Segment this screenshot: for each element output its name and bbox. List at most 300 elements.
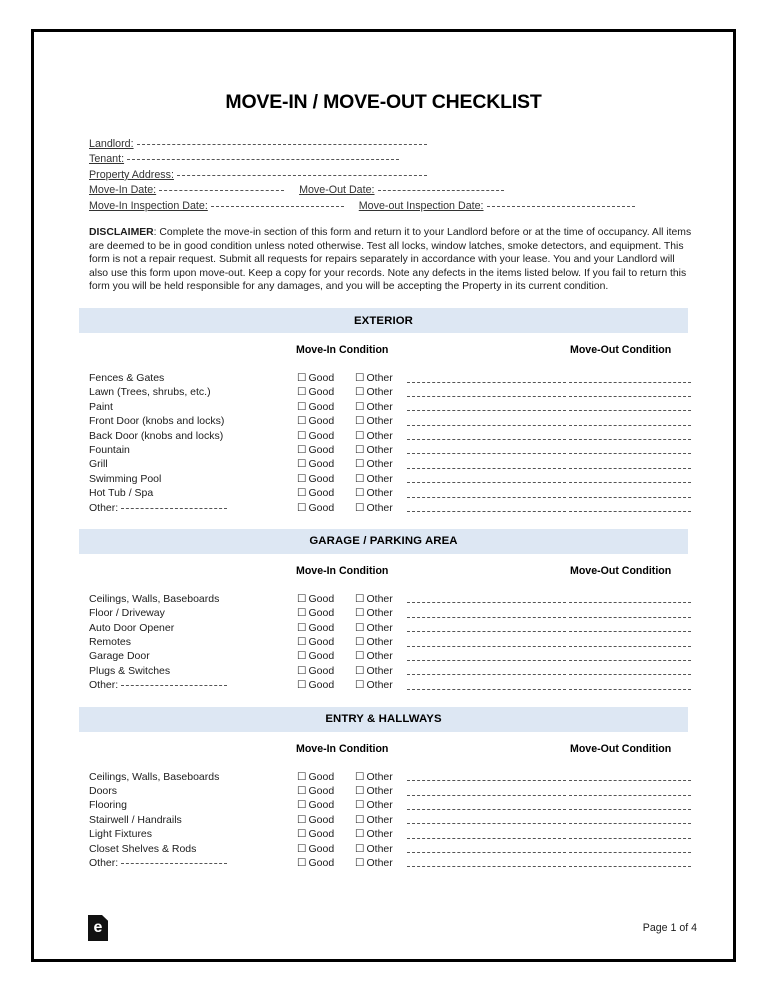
checklist-item-label [89, 770, 219, 784]
checklist-item-text: Flooring [89, 799, 127, 812]
checkbox-good-label: Good [308, 621, 335, 634]
checkbox-other-label: Other [366, 650, 393, 663]
move-in-condition-input[interactable] [407, 425, 566, 426]
checklist-rows [34, 371, 733, 515]
checkbox-good[interactable] [297, 385, 334, 399]
field-move-out-inspection-date-input[interactable] [487, 198, 635, 207]
checkbox-glyph[interactable]: ☐ [297, 458, 307, 471]
field-tenant-label: Tenant: [89, 153, 125, 166]
field-move-in-inspection-date-label: Move-In Inspection Date: [89, 199, 208, 212]
move-out-condition-input[interactable] [569, 646, 691, 647]
move-in-condition-input[interactable] [407, 410, 566, 411]
checkbox-good-label: Good [308, 386, 335, 399]
checklist-row [89, 501, 733, 515]
checklist-item-label [89, 457, 108, 471]
move-out-condition-input[interactable] [569, 866, 691, 867]
checkbox-good[interactable] [297, 784, 334, 798]
checkbox-other[interactable] [355, 414, 393, 428]
checklist-item-text: Grill [89, 458, 108, 471]
move-in-condition-input[interactable] [407, 689, 566, 690]
move-out-condition-input[interactable] [569, 674, 691, 675]
field-property-address-input[interactable] [177, 167, 427, 176]
move-out-condition-input[interactable] [569, 382, 691, 383]
move-in-condition-input[interactable] [407, 382, 566, 383]
checklist-item-text: Back Door (knobs and locks) [89, 429, 224, 442]
checkbox-glyph[interactable]: ☐ [297, 842, 307, 855]
checklist-row [89, 856, 733, 870]
checkbox-good[interactable] [297, 606, 334, 620]
move-out-condition-input[interactable] [569, 689, 691, 690]
checkbox-other-label: Other [366, 372, 393, 384]
move-out-condition-input[interactable] [569, 617, 691, 618]
move-out-condition-input[interactable] [569, 453, 691, 454]
checklist-row [89, 621, 733, 635]
checkbox-glyph[interactable]: ☐ [355, 372, 365, 384]
move-out-condition-input[interactable] [569, 396, 691, 397]
checklist-item-label [89, 400, 113, 414]
checkbox-glyph[interactable]: ☐ [355, 501, 365, 514]
move-out-condition-input[interactable] [569, 468, 691, 469]
checkbox-glyph[interactable]: ☐ [355, 443, 365, 456]
page-number: Page 1 of 4 [642, 922, 697, 934]
checkbox-glyph[interactable]: ☐ [297, 487, 307, 500]
page-title: MOVE-IN / MOVE-OUT CHECKLIST [225, 91, 542, 113]
checkbox-other[interactable] [355, 606, 393, 620]
checkbox-glyph[interactable]: ☐ [355, 636, 365, 649]
checklist-row [89, 813, 733, 827]
move-out-condition-input[interactable] [569, 660, 691, 661]
checklist-item-label [89, 798, 127, 812]
move-out-condition-input[interactable] [569, 780, 691, 781]
checkbox-glyph[interactable]: ☐ [297, 592, 307, 605]
checkbox-other-label: Other [366, 458, 393, 471]
checkbox-good-label: Good [308, 636, 335, 649]
checkbox-other[interactable] [355, 813, 393, 827]
checkbox-good-label: Good [308, 679, 335, 692]
checkbox-glyph[interactable]: ☐ [355, 592, 365, 605]
checkbox-other[interactable] [355, 621, 393, 635]
checklist-sections [34, 308, 733, 870]
checkbox-other-label: Other [366, 799, 393, 812]
move-in-condition-input[interactable] [407, 468, 566, 469]
header-fields-block [34, 136, 733, 213]
checklist-item-label [89, 856, 227, 870]
move-in-condition-input[interactable] [407, 396, 566, 397]
checkbox-good-label: Good [308, 429, 335, 442]
document-page-content [34, 32, 733, 959]
checklist-item-label [89, 784, 117, 798]
checklist-item-label [89, 371, 164, 385]
checkbox-other-label: Other [366, 429, 393, 442]
checklist-item-label [89, 842, 196, 856]
checkbox-glyph[interactable]: ☐ [355, 813, 365, 826]
checklist-row [89, 385, 733, 399]
disclaimer-body: : Complete the move-in section of this form and return it to your Landlord before or at the time of occupancy. All items are deemed to be in good condition unless noted otherwise. Test all locks, window latches, smoke detectors, and equipment. This form is not a repair request. Submit all requests for repairs separately in accordance with your lease. You and your Landlord will also use this form upon move-out. Keep a copy for your records. Note any defects in the items listed below. If you fail to return this form you will be held responsible for any damages, and you will be accepting the Property in its current condition. [89, 227, 692, 293]
checkbox-other[interactable] [355, 770, 393, 784]
checklist-section [34, 707, 733, 871]
move-out-condition-input[interactable] [569, 410, 691, 411]
checkbox-good[interactable] [297, 678, 334, 692]
checkbox-glyph[interactable]: ☐ [355, 828, 365, 841]
checklist-item-label [89, 486, 153, 500]
move-out-condition-input[interactable] [569, 511, 691, 512]
checklist-row [89, 649, 733, 663]
checkbox-glyph[interactable]: ☐ [297, 501, 307, 514]
checkbox-glyph[interactable]: ☐ [297, 856, 307, 869]
checkbox-good-label: Good [308, 592, 335, 605]
section-header-band [79, 529, 688, 554]
checkbox-other-label: Other [366, 607, 393, 620]
checkbox-other-label: Other [366, 813, 393, 826]
checklist-item-text: Garage Door [89, 650, 150, 663]
field-move-in-inspection-date-input[interactable] [211, 198, 344, 207]
checkbox-glyph[interactable]: ☐ [297, 650, 307, 663]
checkbox-other[interactable] [355, 635, 393, 649]
checklist-row [89, 606, 733, 620]
checklist-item-text: Stairwell / Handrails [89, 813, 182, 826]
checkbox-glyph[interactable]: ☐ [297, 443, 307, 456]
field-landlord-input[interactable] [137, 136, 427, 145]
checklist-row [89, 472, 733, 486]
checkbox-good-label: Good [308, 828, 335, 841]
checkbox-glyph[interactable]: ☐ [355, 607, 365, 620]
checklist-row [89, 784, 733, 798]
column-headers [34, 743, 733, 767]
checklist-item-label [89, 501, 227, 515]
move-in-condition-input[interactable] [407, 511, 566, 512]
logo-letter: e [93, 919, 103, 936]
checkbox-good-label: Good [308, 785, 335, 798]
move-in-condition-input[interactable] [407, 852, 566, 853]
other-item-input[interactable] [121, 501, 227, 509]
checkbox-other[interactable] [355, 664, 393, 678]
move-out-condition-input[interactable] [569, 425, 691, 426]
checkbox-good-label: Good [308, 770, 335, 783]
checkbox-good[interactable] [297, 457, 334, 471]
field-move-out-date-label: Move-Out Date: [299, 184, 375, 197]
checkbox-other[interactable] [355, 472, 393, 486]
checkbox-good-label: Good [308, 813, 335, 826]
move-in-condition-input[interactable] [407, 809, 566, 810]
checklist-item-label [89, 385, 211, 399]
checkbox-glyph[interactable]: ☐ [297, 621, 307, 634]
checkbox-good[interactable] [297, 635, 334, 649]
checkbox-glyph[interactable]: ☐ [355, 400, 365, 413]
checkbox-other[interactable] [355, 400, 393, 414]
checkbox-good-label: Good [308, 415, 335, 428]
field-move-out-inspection-date-label: Move-out Inspection Date: [358, 199, 484, 212]
move-in-condition-input[interactable] [407, 660, 566, 661]
move-out-condition-input[interactable] [569, 497, 691, 498]
checkbox-glyph[interactable]: ☐ [355, 621, 365, 634]
checkbox-other-label: Other [366, 443, 393, 456]
checklist-item-text: Swimming Pool [89, 472, 162, 485]
move-in-condition-input[interactable] [407, 646, 566, 647]
checkbox-other[interactable] [355, 798, 393, 812]
checkbox-good[interactable] [297, 827, 334, 841]
checkbox-good-label: Good [308, 472, 335, 485]
checkbox-glyph[interactable]: ☐ [355, 415, 365, 428]
move-out-condition-input[interactable] [569, 809, 691, 810]
move-in-condition-input[interactable] [407, 823, 566, 824]
checklist-item-label [89, 813, 182, 827]
checkbox-good-label: Good [308, 650, 335, 663]
field-move-out-date-input[interactable] [378, 182, 504, 191]
checkbox-good[interactable] [297, 472, 334, 486]
column-header-move-in: Move-In Condition [296, 742, 389, 755]
move-out-condition-input[interactable] [569, 482, 691, 483]
checkbox-glyph[interactable]: ☐ [355, 799, 365, 812]
field-tenant-input[interactable] [127, 151, 399, 160]
checkbox-other-label: Other [366, 636, 393, 649]
checklist-item-text: Lawn (Trees, shrubs, etc.) [89, 386, 211, 399]
checklist-item-label [89, 606, 165, 620]
checklist-rows [34, 770, 733, 871]
checklist-item-label [89, 443, 130, 457]
checkbox-good-label: Good [308, 458, 335, 471]
checkbox-good-label: Good [308, 372, 335, 384]
checklist-row [89, 664, 733, 678]
checklist-row [89, 400, 733, 414]
checkbox-other-label: Other [366, 487, 393, 500]
field-move-in-date-input[interactable] [159, 182, 284, 191]
move-in-condition-input[interactable] [407, 795, 566, 796]
move-in-condition-input[interactable] [407, 617, 566, 618]
checkbox-good[interactable] [297, 501, 334, 515]
checklist-item-text: Remotes [89, 636, 132, 649]
checkbox-other[interactable] [355, 649, 393, 663]
move-in-condition-input[interactable] [407, 780, 566, 781]
checklist-row [89, 486, 733, 500]
checkbox-good-label: Good [308, 443, 335, 456]
checkbox-glyph[interactable]: ☐ [297, 664, 307, 677]
checklist-item-label [89, 664, 170, 678]
checklist-item-text: Doors [89, 785, 118, 798]
move-in-condition-input[interactable] [407, 453, 566, 454]
checkbox-good-label: Good [308, 664, 335, 677]
section-title: EXTERIOR [353, 314, 414, 327]
move-in-condition-input[interactable] [407, 866, 566, 867]
other-item-input[interactable] [121, 856, 227, 864]
column-header-move-out: Move-Out Condition [570, 344, 672, 356]
checklist-row [89, 429, 733, 443]
checkbox-good[interactable] [297, 443, 334, 457]
checkbox-good-label: Good [308, 856, 335, 869]
checkbox-other-label: Other [366, 828, 393, 841]
checklist-item-label [89, 592, 219, 606]
checkbox-other-label: Other [366, 842, 393, 855]
checkbox-other[interactable] [355, 457, 393, 471]
checkbox-other-label: Other [366, 785, 393, 798]
checklist-item-text: Auto Door Opener [89, 621, 175, 634]
checkbox-good[interactable] [297, 856, 334, 870]
field-property-address[interactable] [89, 167, 693, 182]
checkbox-good[interactable] [297, 592, 334, 606]
checkbox-other-label: Other [366, 679, 393, 692]
move-out-condition-input[interactable] [569, 439, 691, 440]
checkbox-glyph[interactable]: ☐ [355, 650, 365, 663]
checklist-item-text: Ceilings, Walls, Baseboards [89, 592, 220, 605]
checklist-item-label [89, 429, 223, 443]
move-in-condition-input[interactable] [407, 631, 566, 632]
checklist-item-text: Plugs & Switches [89, 664, 171, 677]
column-headers [34, 565, 733, 589]
checklist-row [89, 414, 733, 428]
checkbox-other[interactable] [355, 371, 393, 385]
checklist-item-label [89, 827, 152, 841]
other-item-input[interactable] [121, 678, 227, 686]
checklist-row [89, 457, 733, 471]
checklist-item-label [89, 472, 161, 486]
checkbox-good[interactable] [297, 813, 334, 827]
move-out-condition-input[interactable] [569, 838, 691, 839]
move-out-condition-input[interactable] [569, 602, 691, 603]
checkbox-good[interactable] [297, 664, 334, 678]
checklist-item-label [89, 649, 150, 663]
move-in-condition-input[interactable] [407, 602, 566, 603]
checkbox-glyph[interactable]: ☐ [297, 785, 307, 798]
checkbox-other[interactable] [355, 429, 393, 443]
checkbox-glyph[interactable]: ☐ [297, 607, 307, 620]
eforms-document-logo-icon [88, 915, 108, 941]
section-title: GARAGE / PARKING AREA [309, 535, 458, 548]
checklist-item-text: Hot Tub / Spa [89, 487, 154, 500]
checkbox-other-label: Other [366, 501, 393, 514]
move-in-condition-input[interactable] [407, 838, 566, 839]
move-in-condition-input[interactable] [407, 439, 566, 440]
checklist-item-text: Other: [89, 679, 119, 692]
checkbox-good[interactable] [297, 371, 334, 385]
checkbox-glyph[interactable]: ☐ [355, 664, 365, 677]
checklist-item-text: Ceilings, Walls, Baseboards [89, 770, 220, 783]
checkbox-good[interactable] [297, 798, 334, 812]
field-inspection-dates-row [89, 198, 693, 213]
checkbox-good-label: Good [308, 501, 335, 514]
checklist-row [89, 827, 733, 841]
checkbox-glyph[interactable]: ☐ [297, 400, 307, 413]
checkbox-other[interactable] [355, 678, 393, 692]
move-out-condition-input[interactable] [569, 631, 691, 632]
checkbox-glyph[interactable]: ☐ [297, 799, 307, 812]
checkbox-good[interactable] [297, 770, 334, 784]
checkbox-glyph[interactable]: ☐ [297, 636, 307, 649]
checklist-row [89, 443, 733, 457]
checkbox-glyph[interactable]: ☐ [297, 770, 307, 783]
checkbox-glyph[interactable]: ☐ [355, 856, 365, 869]
move-in-condition-input[interactable] [407, 497, 566, 498]
checkbox-good-label: Good [308, 487, 335, 500]
checkbox-other-label: Other [366, 415, 393, 428]
checkbox-good[interactable] [297, 842, 334, 856]
checkbox-other[interactable] [355, 443, 393, 457]
field-landlord[interactable] [89, 136, 693, 151]
checklist-item-text: Closet Shelves & Rods [89, 842, 197, 855]
checkbox-other[interactable] [355, 827, 393, 841]
checkbox-good[interactable] [297, 649, 334, 663]
checkbox-glyph[interactable]: ☐ [355, 487, 365, 500]
checklist-rows [34, 592, 733, 693]
checkbox-good[interactable] [297, 400, 334, 414]
checklist-item-text: Front Door (knobs and locks) [89, 415, 225, 428]
checkbox-glyph[interactable]: ☐ [297, 679, 307, 692]
checkbox-glyph[interactable]: ☐ [297, 813, 307, 826]
checklist-item-text: Light Fixtures [89, 828, 153, 841]
page-footer [34, 913, 733, 947]
checklist-row [89, 798, 733, 812]
checkbox-other[interactable] [355, 592, 393, 606]
checklist-item-text: Other: [89, 856, 119, 869]
checklist-section [34, 529, 733, 693]
checkbox-other-label: Other [366, 856, 393, 869]
checkbox-glyph[interactable]: ☐ [297, 415, 307, 428]
checkbox-glyph[interactable]: ☐ [297, 386, 307, 399]
section-header-band [79, 308, 688, 333]
field-move-in-date-label: Move-In Date: [89, 184, 157, 197]
checkbox-glyph[interactable]: ☐ [297, 429, 307, 442]
checkbox-other[interactable] [355, 842, 393, 856]
checklist-item-text: Fountain [89, 443, 130, 456]
field-tenant[interactable] [89, 151, 693, 166]
move-out-condition-input[interactable] [569, 852, 691, 853]
field-landlord-label: Landlord: [89, 138, 134, 150]
column-header-move-in: Move-In Condition [296, 564, 389, 577]
checkbox-glyph[interactable]: ☐ [297, 472, 307, 485]
checkbox-other-label: Other [366, 472, 393, 485]
checkbox-other[interactable] [355, 784, 393, 798]
checkbox-glyph[interactable]: ☐ [355, 770, 365, 783]
checkbox-good[interactable] [297, 414, 334, 428]
disclaimer-paragraph [34, 226, 733, 294]
checkbox-good-label: Good [308, 799, 335, 812]
field-move-dates-row [89, 182, 693, 197]
checkbox-good[interactable] [297, 429, 334, 443]
checklist-row [89, 770, 733, 784]
checkbox-other-label: Other [366, 621, 393, 634]
checkbox-other[interactable] [355, 486, 393, 500]
checkbox-glyph[interactable]: ☐ [355, 679, 365, 692]
move-out-condition-input[interactable] [569, 823, 691, 824]
move-out-condition-input[interactable] [569, 795, 691, 796]
field-property-address-label: Property Address: [89, 168, 174, 181]
checkbox-other[interactable] [355, 501, 393, 515]
checkbox-glyph[interactable]: ☐ [355, 785, 365, 798]
checkbox-good-label: Good [308, 400, 335, 413]
checklist-item-text: Other: [89, 501, 119, 514]
checkbox-glyph[interactable]: ☐ [355, 429, 365, 442]
checkbox-glyph[interactable]: ☐ [297, 828, 307, 841]
checklist-row [89, 592, 733, 606]
checkbox-glyph[interactable]: ☐ [355, 458, 365, 471]
section-header-band [79, 707, 688, 732]
checkbox-other-label: Other [366, 386, 393, 399]
checkbox-glyph[interactable]: ☐ [355, 472, 365, 485]
checkbox-other[interactable] [355, 856, 393, 870]
checklist-item-label [89, 414, 224, 428]
checkbox-glyph[interactable]: ☐ [297, 372, 307, 384]
checklist-section [34, 308, 733, 515]
checkbox-other-label: Other [366, 400, 393, 413]
checkbox-other[interactable] [355, 385, 393, 399]
move-in-condition-input[interactable] [407, 674, 566, 675]
checkbox-good[interactable] [297, 621, 334, 635]
checkbox-glyph[interactable]: ☐ [355, 386, 365, 399]
checkbox-glyph[interactable]: ☐ [355, 842, 365, 855]
checkbox-good[interactable] [297, 486, 334, 500]
disclaimer-lead: DISCLAIMER [89, 227, 154, 239]
checklist-item-label [89, 621, 174, 635]
move-in-condition-input[interactable] [407, 482, 566, 483]
checkbox-other-label: Other [366, 770, 393, 783]
